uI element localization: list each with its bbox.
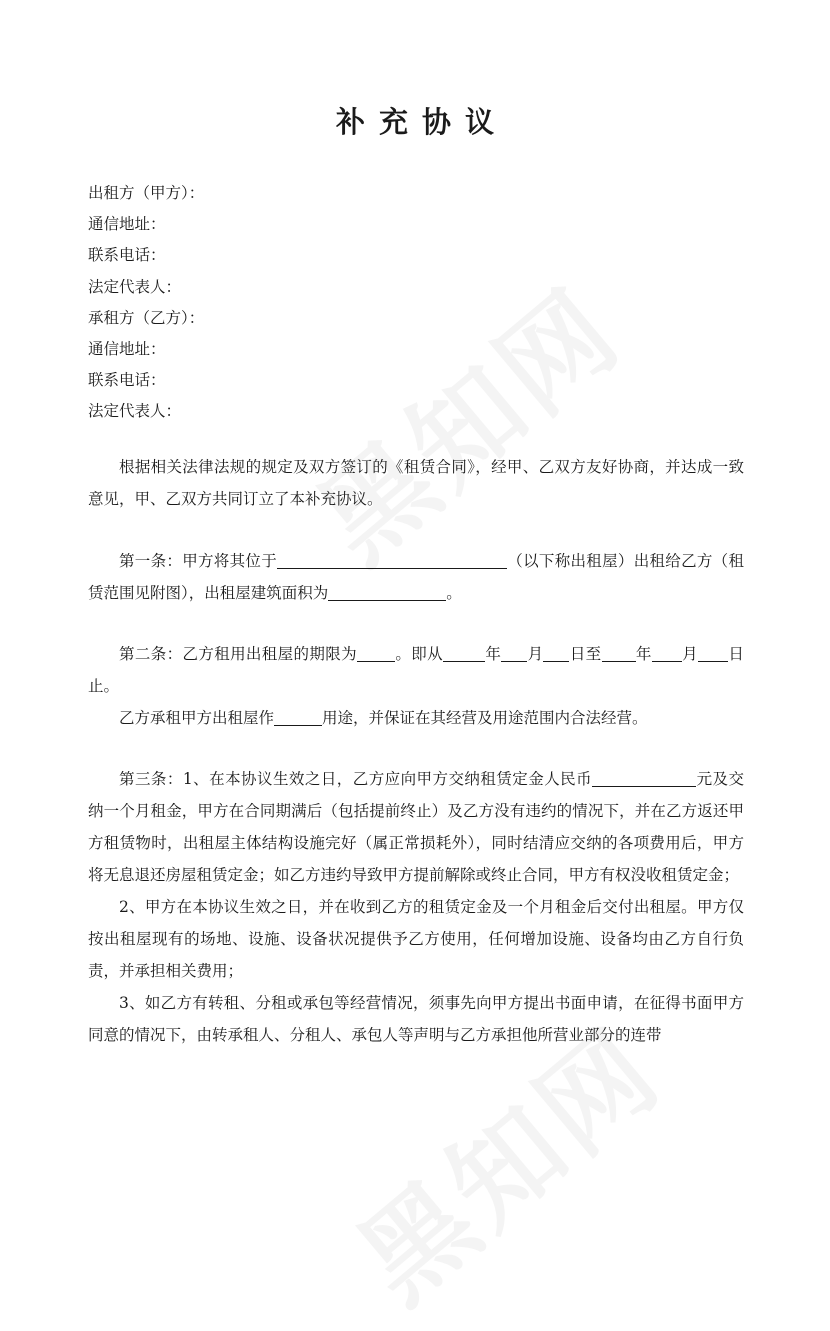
intro-paragraph xyxy=(88,451,744,515)
start-month-blank[interactable] xyxy=(501,643,527,662)
start-day-blank[interactable] xyxy=(543,643,569,662)
watermark-top xyxy=(280,247,648,592)
end-year-label: 年 xyxy=(635,645,652,663)
article-2-text-b: 。即从 xyxy=(395,645,443,663)
start-year-blank[interactable] xyxy=(443,643,485,662)
start-year-label: 年 xyxy=(484,645,502,663)
article-3-clause-1-a: 第三条：1、在本协议生效之日，乙方应向甲方交纳租赁定金人民币 xyxy=(119,770,593,788)
article-3-clause-2: 2、甲方在本协议生效之日，并在收到乙方的租赁定金及一个月租金后交付出租屋。甲方仅按出租屋现有的场地、设施、设备状况提供予乙方使用，任何增加设施、设备均由乙方自行负责，并承担相关费用； xyxy=(88,898,744,980)
article-3-clause-1-b: 元及交纳一个月租金，甲方在合同期满后（包括提前终止）及乙方没有违约的情况下，并在乙方返还甲方租赁物时，出租屋主体结构设施完好（属正常损耗外），同时结清应交纳的各项费用后，甲方将无息退还房屋租赁定金；如乙方违约导致甲方提前解除或终止合同，甲方有权没收租赁定金； xyxy=(88,770,744,884)
floor-area-blank[interactable] xyxy=(328,582,446,601)
lessee-label: 承租方（乙方）： xyxy=(88,308,205,327)
intro-text: 根据相关法律法规的规定及双方签订的《租赁合同》，经甲、乙双方友好协商，并达成一致意见，甲、乙双方共同订立了本补充协议。 xyxy=(88,458,744,508)
usage-text-b: 用途，并保证在其经营及用途范围内合法经营。 xyxy=(322,709,648,727)
article-3 xyxy=(88,763,744,1051)
end-month-label: 月 xyxy=(681,645,699,663)
end-month-blank[interactable] xyxy=(652,643,682,662)
article-1-text-b: （以下称出租屋）出租给乙方（租赁范围见附图），出租屋建筑面积为 xyxy=(88,552,744,602)
start-month-label: 月 xyxy=(527,645,544,663)
lessor-representative-label: 法定代表人： xyxy=(88,277,182,296)
article-1 xyxy=(88,545,744,609)
start-day-label: 日至 xyxy=(569,645,602,663)
usage-purpose-blank[interactable] xyxy=(274,707,322,726)
usage-text-a: 乙方承租甲方出租屋作 xyxy=(119,709,275,727)
lease-term-blank[interactable] xyxy=(357,643,395,662)
party-info-block xyxy=(88,178,204,428)
article-1-text-a: 第一条：甲方将其位于 xyxy=(119,552,277,570)
end-day-label: 日 xyxy=(728,645,744,663)
article-2-end: 止。 xyxy=(88,677,120,695)
article-2-text-a: 第二条：乙方租用出租屋的期限为 xyxy=(119,645,358,663)
lessor-phone-label: 联系电话： xyxy=(88,246,166,265)
article-2 xyxy=(88,638,744,702)
article-3-clause-3: 3、如乙方有转租、分租或承包等经营情况，须事先向甲方提出书面申请，在征得书面甲方同意的情况下，由转承租人、分租人、承包人等声明与乙方承担他所营业部分的连带 xyxy=(88,994,744,1044)
deposit-amount-blank[interactable] xyxy=(592,768,696,787)
lessee-representative-label: 法定代表人： xyxy=(88,402,182,421)
lessee-phone-label: 联系电话： xyxy=(88,371,166,390)
lessor-address-label: 通信地址： xyxy=(88,215,166,234)
document-title: 补充协议 xyxy=(335,105,508,139)
lessor-label: 出租方（甲方）： xyxy=(88,184,205,202)
article-2-usage xyxy=(88,702,744,734)
article-1-text-c: 。 xyxy=(446,584,462,602)
premises-address-blank[interactable] xyxy=(277,550,507,569)
end-day-blank[interactable] xyxy=(698,643,728,662)
end-year-blank[interactable] xyxy=(602,643,636,662)
lessee-address-label: 通信地址： xyxy=(88,339,166,358)
